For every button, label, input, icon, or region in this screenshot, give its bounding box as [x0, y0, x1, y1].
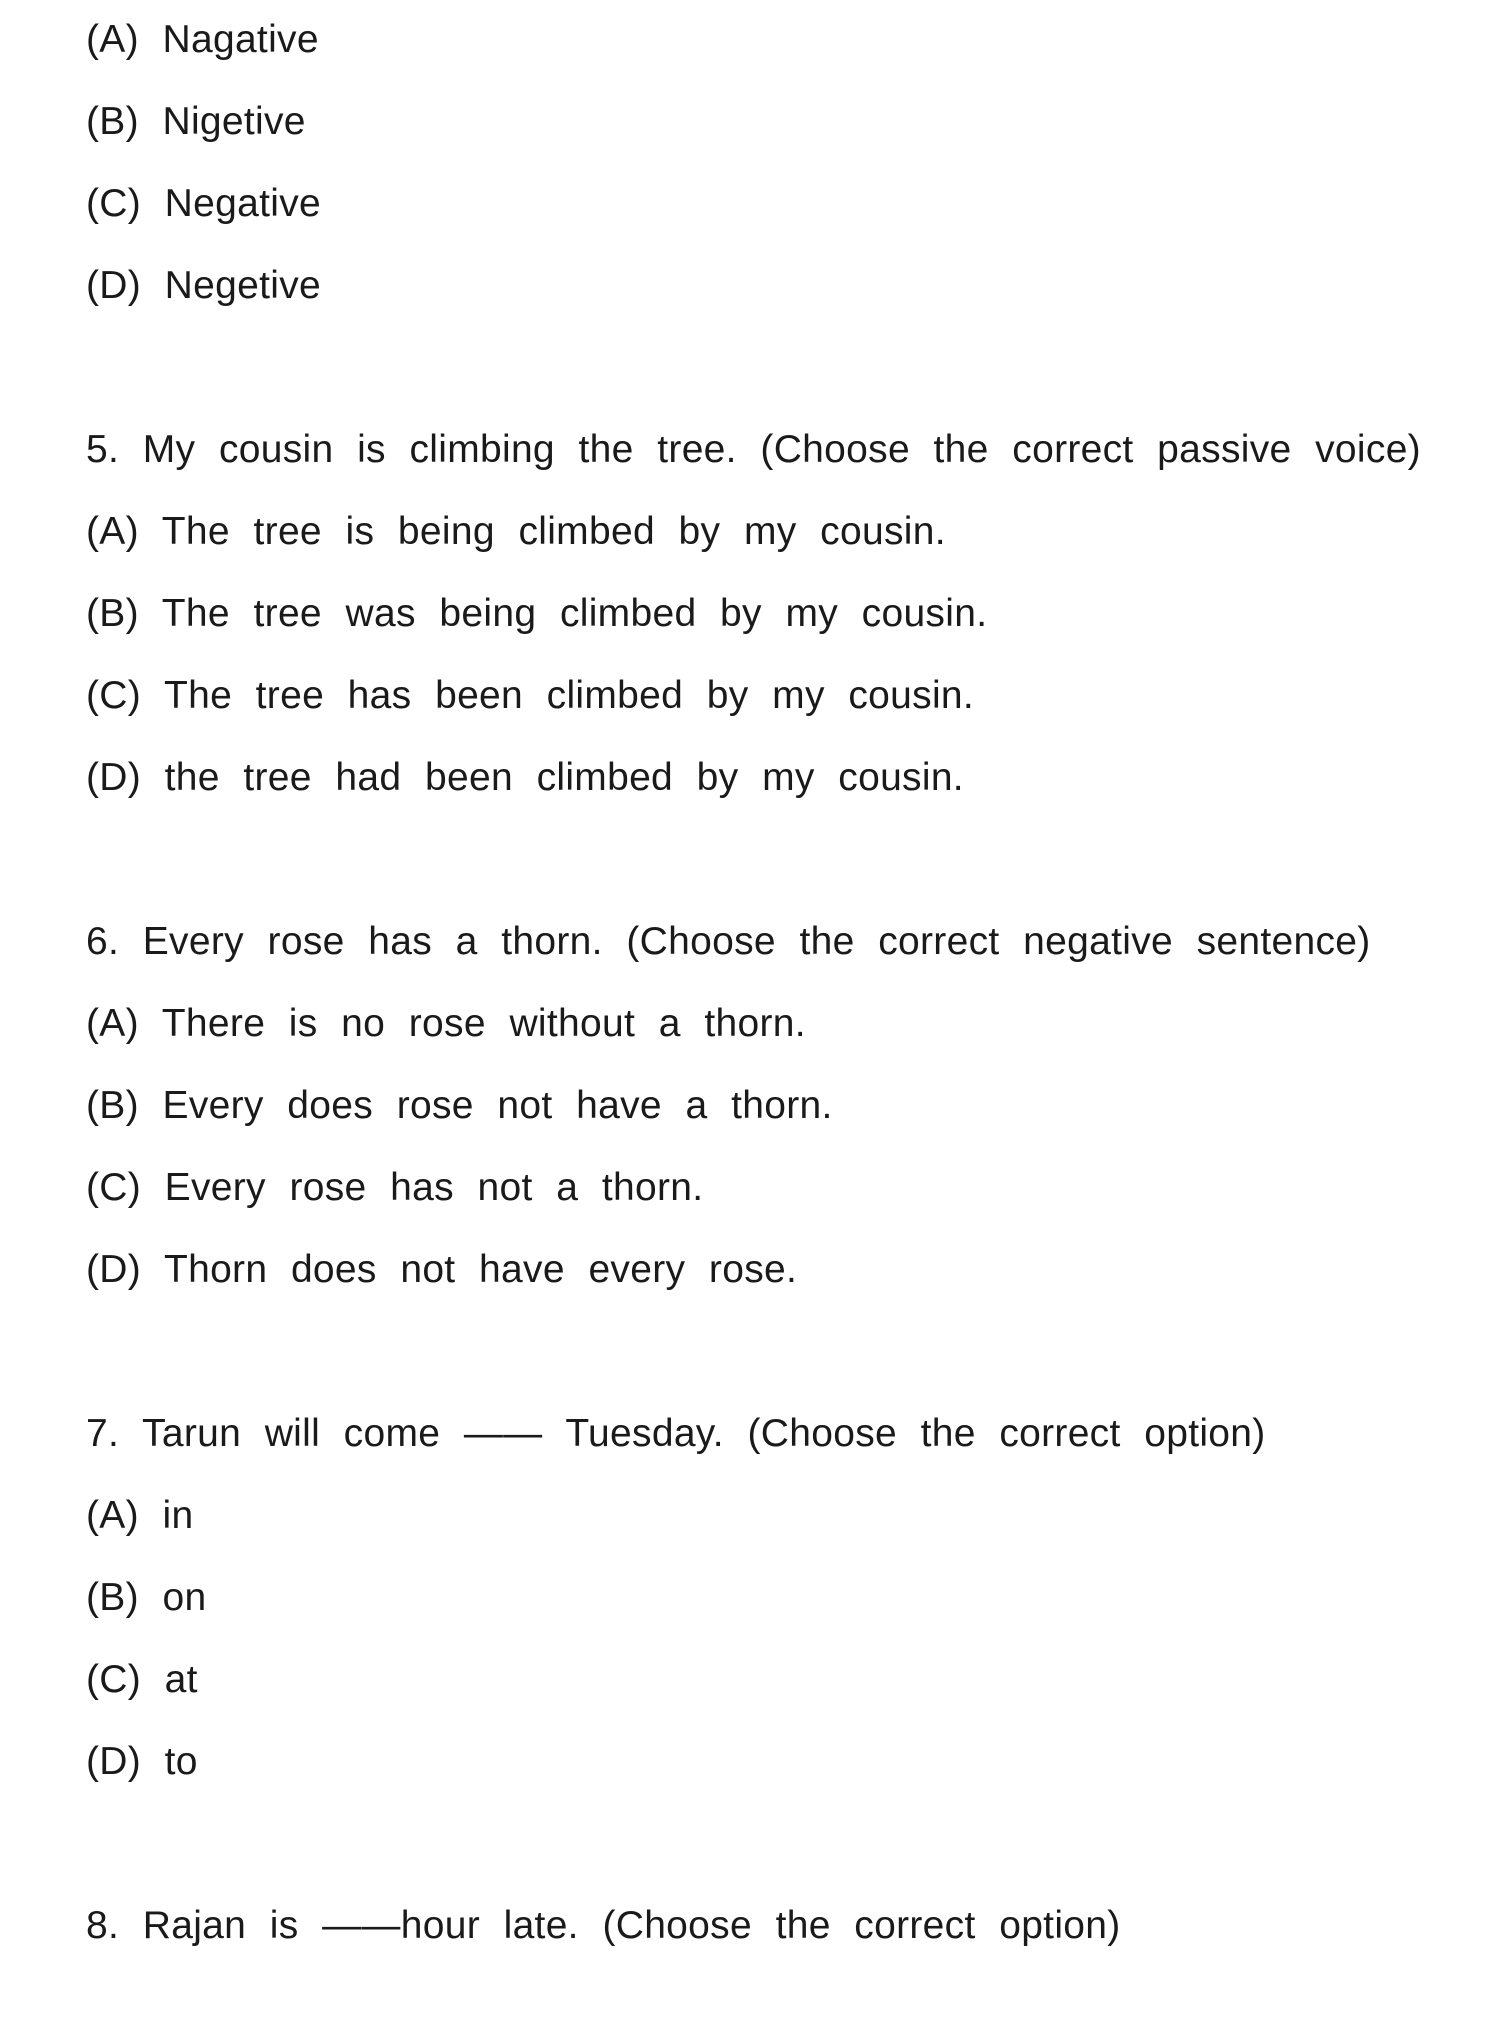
- q6-option-b: (B) Every does rose not have a thorn.: [86, 1084, 833, 1127]
- q5-option-a: (A) The tree is being climbed by my cousin.: [86, 510, 946, 553]
- q7-option-a: (A) in: [86, 1494, 194, 1537]
- q7-prompt: 7. Tarun will come —— Tuesday. (Choose the correct option): [86, 1412, 1266, 1455]
- q4-option-b: (B) Nigetive: [86, 100, 306, 143]
- q7-option-c: (C) at: [86, 1658, 198, 1701]
- q5-option-c: (C) The tree has been climbed by my cousin.: [86, 674, 975, 717]
- q5-option-d: (D) the tree had been climbed by my cousin.: [86, 756, 964, 799]
- q7-option-b: (B) on: [86, 1576, 207, 1619]
- q4-option-d: (D) Negetive: [86, 264, 321, 307]
- q4-option-c: (C) Negative: [86, 182, 321, 225]
- q6-option-a: (A) There is no rose without a thorn.: [86, 1002, 806, 1045]
- q6-option-d: (D) Thorn does not have every rose.: [86, 1248, 798, 1291]
- q7-option-d: (D) to: [86, 1740, 198, 1783]
- q6-prompt: 6. Every rose has a thorn. (Choose the correct negative sentence): [86, 920, 1371, 963]
- q4-option-a: (A) Nagative: [86, 18, 319, 61]
- q8-prompt: 8. Rajan is ——hour late. (Choose the correct option): [86, 1904, 1121, 1947]
- q5-option-b: (B) The tree was being climbed by my cousin.: [86, 592, 988, 635]
- q5-prompt: 5. My cousin is climbing the tree. (Choose the correct passive voice): [86, 428, 1421, 471]
- q6-option-c: (C) Every rose has not a thorn.: [86, 1166, 704, 1209]
